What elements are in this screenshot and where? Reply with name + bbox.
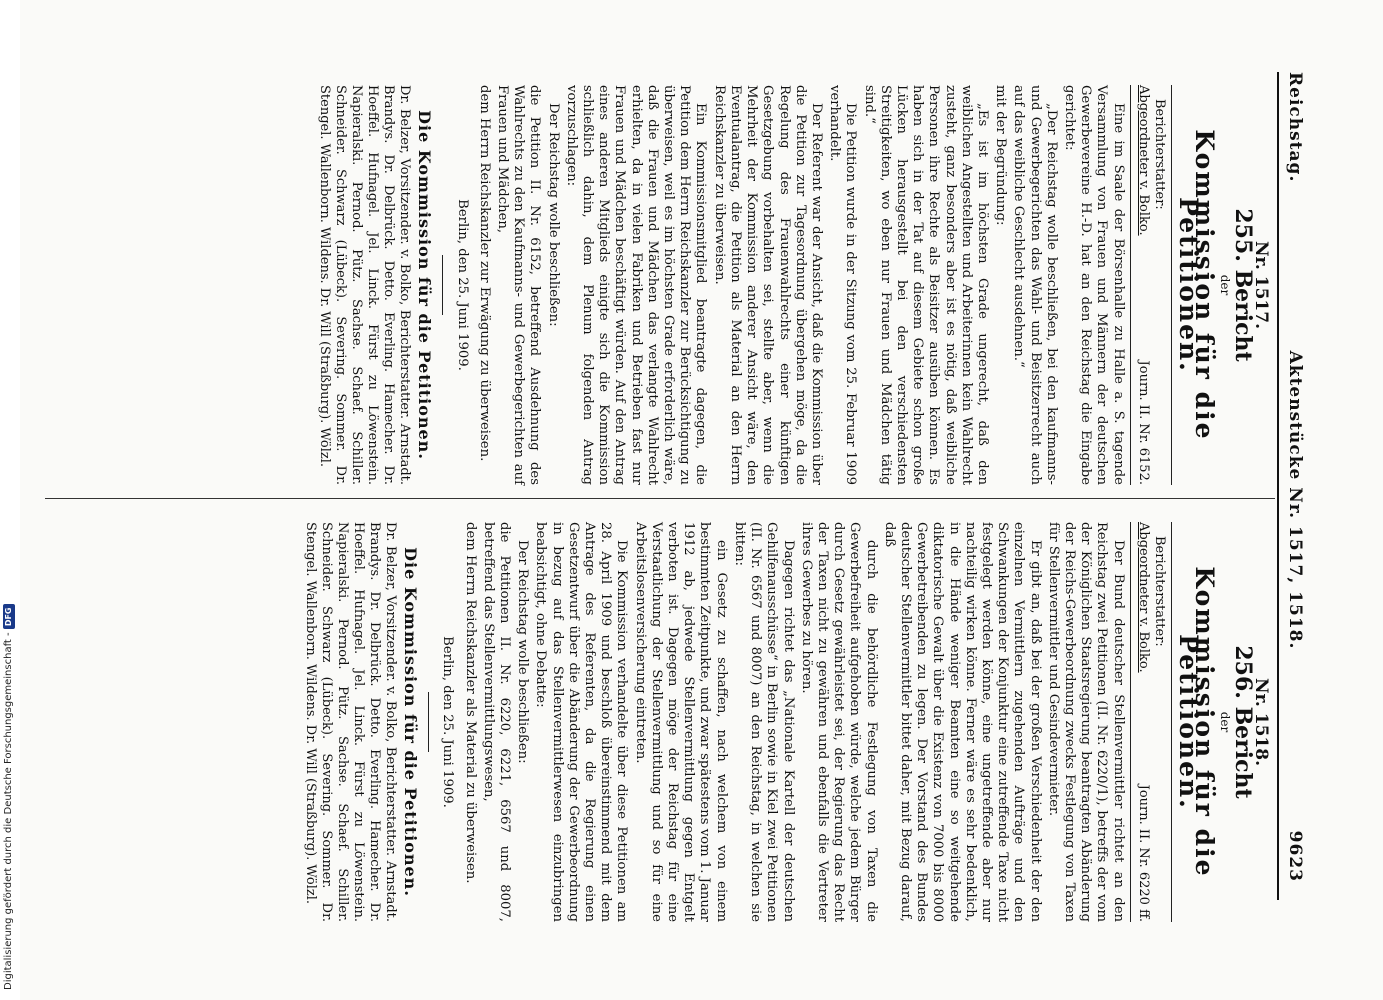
quoted-petition: „Der Reichstag wolle beschließen, bei den kaufmanns- und Gewerbegerichten das Wahl- und Beisitzerrecht auch auf das weibliche Geschlecht ausdehnen.“: [1011, 85, 1059, 485]
column-right: [302, 522, 1271, 922]
document-number: Nr. 1517.: [1251, 240, 1271, 329]
report-title: 255. Bericht: [1229, 208, 1256, 362]
short-rule: [428, 692, 429, 752]
paragraph: Der Reichstag wolle beschließen:: [515, 540, 531, 764]
short-rule: [442, 255, 443, 315]
header-rule: [1277, 72, 1279, 900]
paragraph: Ein Kommissionsmitglied beantragte dagegen, die Petition dem Herrn Reichskanzler zur Berücksichtigung zu überweisen, weil es im höchsten Grade erforderlich wäre, daß die Frauen und Mädchen das verlangte Wahlrecht erhielten, da in vielen Fabriken und Betrieben fast nur Frauen und Mädchen beschäftigt würden. Auf den Antrag eines anderen Mitglieds einigte sich die Kommission schließlich dahin, dem Plenum folgenden Antrag vorzuschlagen:: [563, 85, 709, 485]
paragraph: Der Bund deutscher Stellenvermittler richtet an den Reichstag zwei Petitionen (II. Nr. 6220/1), betreffs der vom der Königlichen Staatsregierung beantragten Abänderung der Reichs-Gewerbeordnung zwecks Festlegung von Taxen für Stellenvermittler und Gesindevermieter.: [1045, 522, 1126, 922]
paragraph: Die Kommission verhandelte über diese Petitionen am 28. April 1909 und beschloß übereinstimmend mit dem Antrage des Referenten, da die Regierung einen Gesetzentwurf über die Abänderung der Gewerbeordnung in bezug auf das Stellenvermittlerwesen einzubringen beabsichtigt, ohne Debatte:: [533, 522, 630, 922]
paragraph: Der Reichstag wolle beschließen:: [545, 103, 561, 327]
rapporteur-line: [1135, 85, 1151, 485]
page-number: 9623: [1285, 830, 1305, 882]
paragraph: Er gibt an, daß bei der großen Verschiedenheit der den einzelnen Vermittlern zugehenden Aufträge und den Schwankungen der Konjunktur eine zutreffende Taxe nicht festgelegt werden könne, eine ungetreffende aber nur nachteilig wirken könne. Ferner wäre es sehr bedenklich, in die Hände weniger Beamten eine so weitgehende diktatorische Gewalt über die Existenz von 7000 bis 8000 Gewerbetreibenden zu legen. Der Vorstand des Bundes deutscher Stellenvermittler bittet daher, mit Bezug darauf, daß: [881, 522, 1043, 922]
report-der: der: [1217, 711, 1232, 733]
rapporteur-name: Abgeordneter v. Bolko.: [1135, 522, 1151, 673]
paragraph: Die Petition wurde in der Sitzung vom 25. Februar 1909 verhandelt.: [827, 85, 859, 485]
divider: [1130, 85, 1131, 485]
digitization-text-row: [0, 590, 18, 990]
rapporteur-line: [1135, 522, 1151, 922]
digitization-text: Digitalisierung gefördert durch die Deutsche Forschungsgemeinschaft -: [3, 632, 14, 990]
motion-text: die Petition II. Nr. 6152, betreffend Ausdehnung des Wahlrechts zu den Kaufmanns- und Gewerbegerichten auf Frauen und Mädchen,: [495, 85, 543, 485]
motion-text: die Petitionen II. Nr. 6220, 6221, 6567 und 8007, betreffend das Stellenvermittlungswesen,: [480, 522, 513, 922]
paragraph: Eine im Saale der Börsenhalle zu Halle a. S. tagende Versammlung von Frauen und Männern der deutschen Gewerbevereine H.-D. hat an den Reichstag die Eingabe gerichtet:: [1061, 85, 1126, 485]
rapporteur-label: Berichterstatter:: [1151, 99, 1167, 210]
rapporteur-name: Abgeordneter v. Bolko.: [1135, 85, 1151, 236]
paragraph: mit der Begründung:: [993, 85, 1009, 226]
motion-text: dem Herrn Reichskanzler zur Erwägung zu überweisen.: [476, 85, 492, 462]
divider: [1171, 85, 1172, 485]
quoted-request: durch die behördliche Festlegung von Taxen die Gewerbefreiheit aufgehoben würde, welche jedem Bürger durch Gesetz gewährleistet sei, der Regierung das Recht der Taxen nicht zu gewähren und ebenfalls die Vertreter ihres Gewerbes zu hören.: [798, 522, 879, 922]
member-list: Dr. Belzer, Vorsitzender. v. Bolko, Berichterstatter. Arnstadt. Brandys. Dr. Delbrück. Detto. Everling. Hamecher. Dr. Hoeffel. Hufnagel. Jel. Linck. Fürst zu Löwenstein. Napieralski. Pernod. Pütz. Sachse. Schaef. Schiller. Schneider. Schwarz (Lübeck). Severing. Sommer. Dr. Stengel. Wallenborn. Wildens. Dr. Will (Straßburg). Wölzl.: [317, 85, 413, 485]
commission-signature: Die Kommission für die Petitionen.: [415, 110, 435, 460]
signature-date: Berlin, den 25. Juni 1909.: [440, 636, 456, 808]
header-center: Aktenstücke Nr. 1517, 1518.: [1285, 350, 1305, 650]
commission-title: Kommission für die Petitionen.: [1174, 129, 1220, 441]
rapporteur-label: Berichterstatter:: [1151, 536, 1167, 647]
signature-date: Berlin, den 25. Juni 1909.: [454, 199, 470, 371]
digitization-note: [0, 0, 20, 1000]
member-list: Dr. Belzer, Vorsitzender. v. Bolko, Berichterstatter. Arnstadt. Brandys. Dr. Delbrück. Detto. Everling. Hamecher. Dr. Hoeffel. Hufnagel. Jel. Linck. Fürst zu Löwenstein. Napieralski. Pernod. Pütz. Sachse. Schaef. Schiller. Schneider. Schwarz (Lübeck). Severing. Sommer. Dr. Stengel. Wallenborn. Wildens. Dr. Will (Straßburg). Wölzl.: [303, 522, 399, 922]
paragraph: Der Referent war der Ansicht, daß die Kommission über die Petition zur Tagesordnung übergehen möge, da die Regelung des Frauenwahlrechts einer künftigen Gesetzgebung vorbehalten sei, stellte aber, wenn die Mehrheit der Kommission anderer Ansicht wäre, den Eventualantrag, die Petition als Material an den Herrn Reichskanzler zu überweisen.: [711, 85, 824, 485]
motion-text: dem Herrn Reichskanzler als Material zu überweisen.: [462, 522, 478, 884]
column-left: [316, 85, 1271, 485]
running-header: [1283, 0, 1305, 1000]
divider: [1130, 522, 1131, 922]
quoted-reason: „Es ist im höchsten Grade ungerecht, daß den weiblichen Angestellten und Arbeiterinnen kein Wahlrecht zusteht, ganz besonders aber ist es nötig, daß weibliche Personen ihre Rechte als Beisitzer ausüben können. Es haben sich in der Tat auf diesem Gebiete schon große Lücken herausgestellt bei den verschiedensten Streitigkeiten, wo eben nur Frauen und Mädchen tätig sind.“: [861, 85, 990, 485]
dfg-logo: DFG: [3, 605, 15, 630]
divider: [1171, 522, 1172, 922]
column-divider: [45, 498, 1275, 499]
document-number: Nr. 1518.: [1251, 677, 1271, 766]
journal-number: Journ. II. Nr. 6220 ff.: [1135, 784, 1151, 922]
report-der: der: [1217, 274, 1232, 296]
paragraph: Dagegen richtet das „Nationale Kartell der deutschen Gehilfenausschüsse“ in Berlin sowie in Kiel zwei Petitionen (II. Nr. 6567 und 8007) an den Reichstag, in welchen sie bitten:: [731, 522, 796, 922]
commission-signature: Die Kommission für die Petitionen.: [401, 547, 421, 897]
report-title: 256. Bericht: [1229, 645, 1256, 799]
header-left: Reichstag.: [1285, 72, 1305, 183]
commission-title: Kommission für die Petitionen.: [1174, 566, 1220, 878]
journal-number: Journ. II. Nr. 6152.: [1135, 360, 1151, 485]
quoted-request: ein Gesetz zu schaffen, nach welchem von einem bestimmten Zeitpunkte, und zwar spätestens vom 1. Januar 1912 ab, jedwede Stellenvermittlung gegen Entgelt verboten ist. Dagegen möge der Reichstag für eine Verstaatlichung der Stellenvermittlung und so für eine Arbeitslosenversicherung eintreten.: [632, 522, 729, 922]
